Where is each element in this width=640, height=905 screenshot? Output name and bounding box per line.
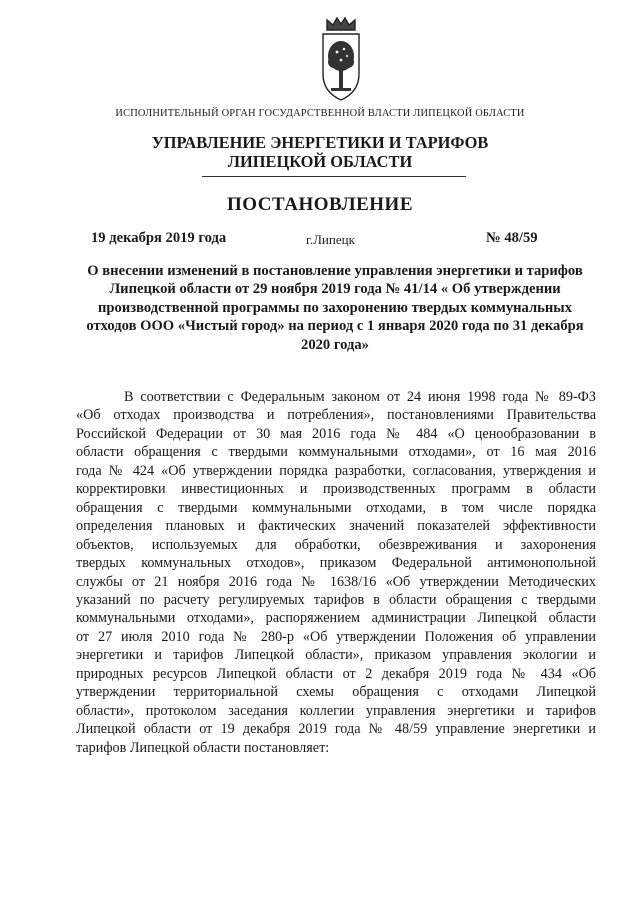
- document-number: № 48/59: [486, 230, 538, 246]
- body-line: твердых коммунальных отходов», приказом Федеральной антимонопольной: [76, 555, 596, 572]
- preamble-paragraph: [76, 388, 596, 757]
- department-title-line-1: УПРАВЛЕНИЕ ЭНЕРГЕТИКИ И ТАРИФОВ: [151, 133, 489, 152]
- subject-line: Липецкой области от 29 ноября 2019 года № 41/14 « Об утверждении: [109, 281, 561, 298]
- body-line: указаний по расчету регулируемых тарифов в области обращения с твердыми: [76, 591, 596, 608]
- subject-line: отходов ООО «Чистый город» на период с 1 января 2020 года по 31 декабря: [86, 318, 584, 335]
- subject-line: 2020 года»: [301, 336, 369, 353]
- body-line: природных ресурсов Липецкой области от 2 декабря 2019 года № 434 «Об: [76, 665, 596, 682]
- body-line: определения плановых и фактических значений показателей эффективности: [76, 518, 596, 535]
- body-line: от 27 июля 2010 года № 280-р «Об утверждении Положения об управлении: [76, 628, 596, 645]
- subject-line: О внесении изменений в постановление управления энергетики и тарифов: [87, 263, 583, 279]
- body-line: области», протоколом заседания коллегии управления энергетики и тарифов: [76, 702, 596, 719]
- document-subject: [70, 262, 600, 354]
- body-line: обращения с твердыми коммунальными отходами, в том числе порядка: [76, 499, 596, 516]
- department-title: [0, 133, 640, 171]
- body-line: Липецкой области от 19 декабря 2019 года № 48/59 управление энергетики и: [76, 721, 596, 738]
- department-title-line-2: ЛИПЕЦКОЙ ОБЛАСТИ: [227, 152, 413, 171]
- body-line: «Об отходах производства и потребления», постановлениями Правительства: [76, 407, 596, 424]
- document-date: 19 декабря 2019 года: [91, 230, 227, 246]
- body-line: объектов, используемых для обработки, обезвреживания и захоронения: [76, 536, 596, 553]
- subject-line: производственной программы по захоронению твердых коммунальных: [98, 299, 572, 316]
- document-type-heading: ПОСТАНОВЛЕНИЕ: [226, 194, 414, 215]
- body-line: области обращения с твердыми коммунальными отходами», от 16 мая 2016: [76, 444, 596, 461]
- body-line: корректировки инвестиционных и производственных программ в области: [76, 481, 596, 498]
- body-line: года № 424 «Об утверждении порядка разработки, согласования, утверждения и: [76, 462, 596, 479]
- body-line: тарифов Липецкой области постановляет:: [76, 739, 330, 756]
- body-line: В соответствии с Федеральным законом от 24 июня 1998 года № 89-ФЗ: [124, 389, 596, 405]
- coat-of-arms-emblem: [317, 16, 365, 102]
- body-line: утверждении территориальной схемы обращения с отходами Липецкой: [76, 684, 596, 701]
- issuing-authority: ИСПОЛНИТЕЛЬНЫЙ ОРГАН ГОСУДАРСТВЕННОЙ ВЛАСТИ ЛИПЕЦКОЙ ОБЛАСТИ: [115, 108, 525, 119]
- body-line: коммунальными отходами», распоряжением администрации Липецкой области: [76, 610, 596, 627]
- header-divider: [202, 176, 466, 177]
- body-line: энергетики и тарифов Липецкой области», приказом управления экологии и: [76, 647, 596, 664]
- body-line: службы от 21 ноября 2016 года № 1638/16 «Об утверждении Методических: [76, 573, 596, 590]
- body-line: Российской Федерации от 30 мая 2016 года № 484 «О ценообразовании в: [76, 425, 596, 442]
- document-city: г.Липецк: [306, 232, 355, 247]
